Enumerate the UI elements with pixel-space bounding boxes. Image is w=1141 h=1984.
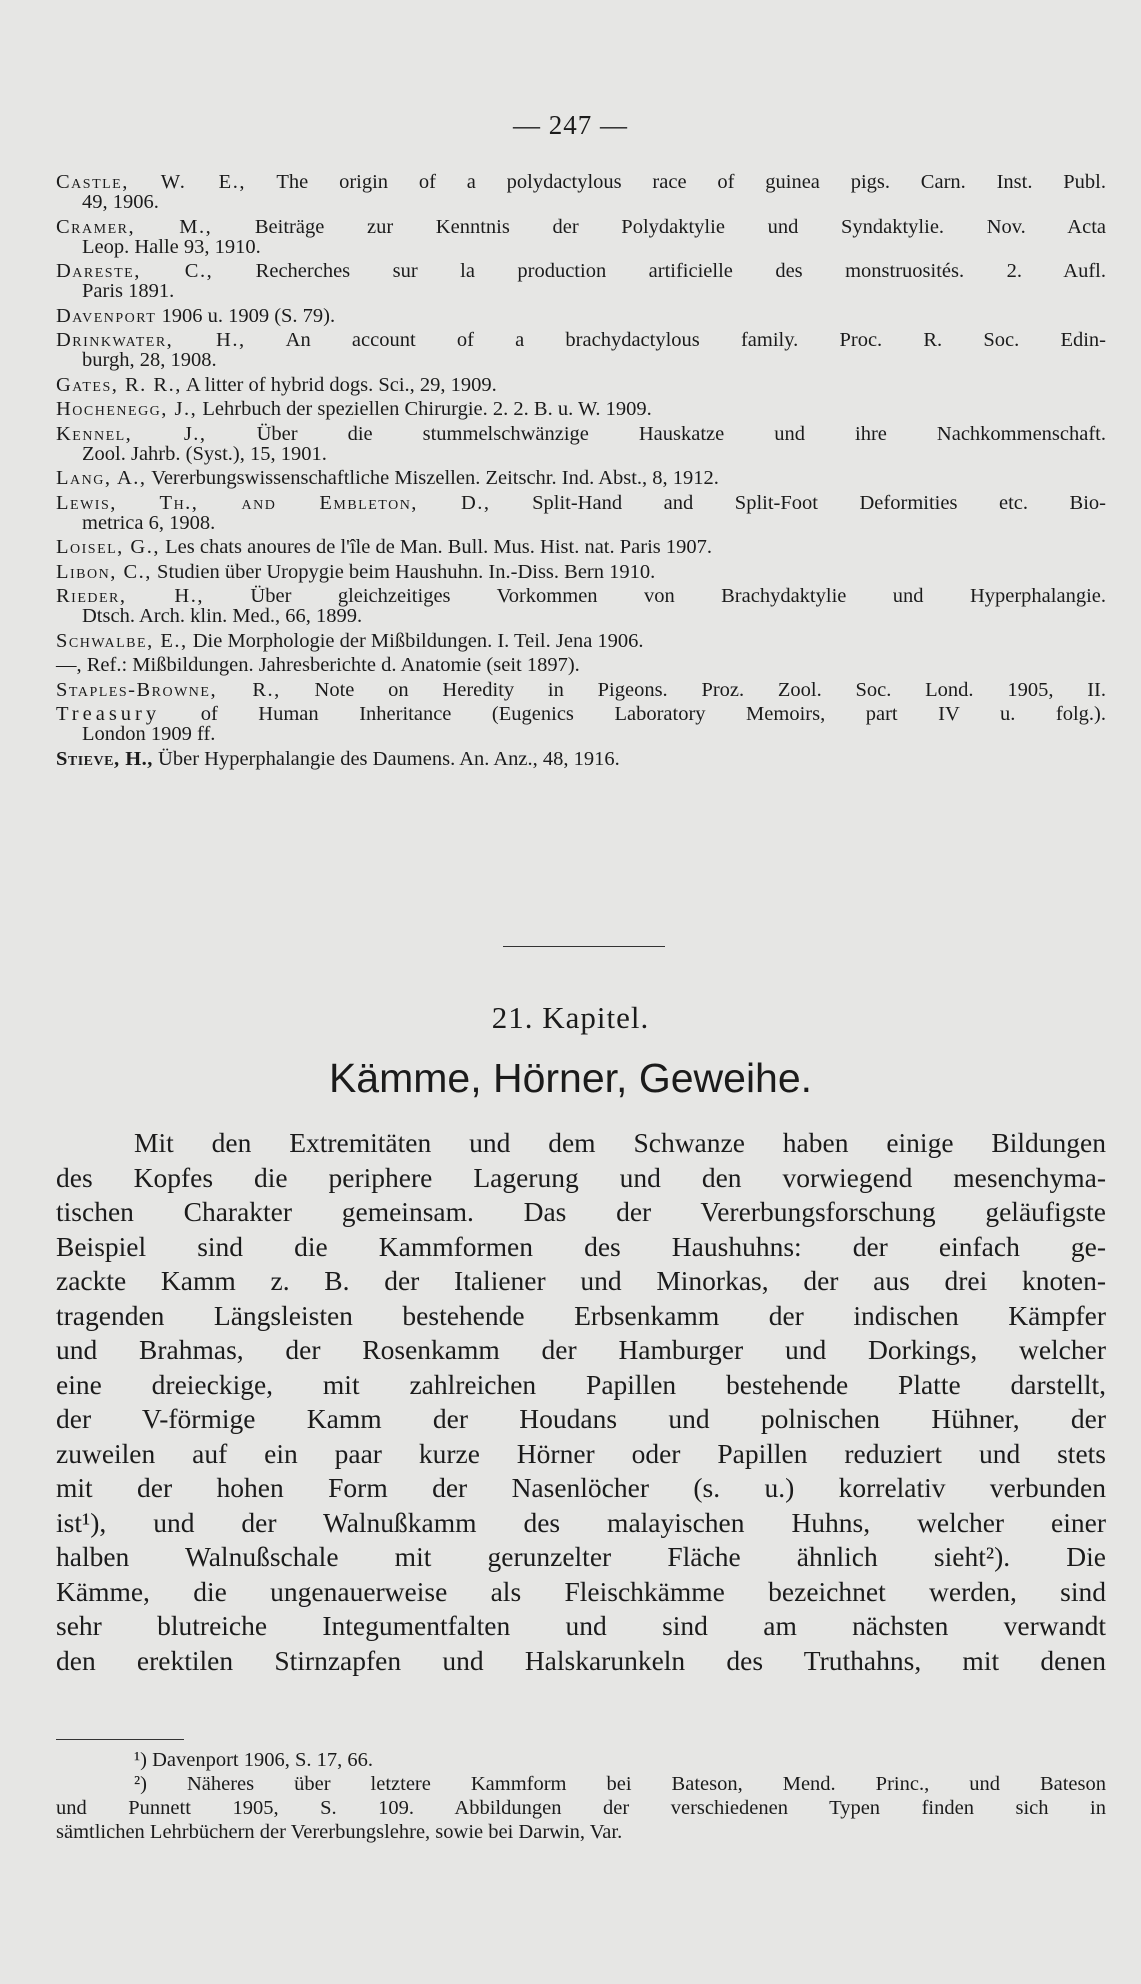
reference-entry — [56, 704, 1106, 744]
reference-entry — [56, 493, 1106, 533]
reference-text: The origin of a polydactylous race of guinea pigs. Carn. Inst. Publ. — [276, 171, 1106, 193]
reference-author: Davenport — [56, 304, 157, 327]
reference-list — [56, 172, 1106, 773]
text-line: zackte Kamm z. B. der Italiener und Minorkas, der aus drei knoten- — [56, 1265, 1106, 1296]
chapter-number: 21. Kapitel. — [491, 1000, 650, 1035]
reference-author: Stieve, H., — [56, 747, 153, 770]
reference-author: Hochenegg, J., — [56, 398, 198, 420]
text-line: den erektilen Stirnzapfen und Halskarunkeln des Truthahns, mit denen — [56, 1644, 1106, 1676]
reference-author: Treasury — [56, 703, 161, 725]
reference-author: Drinkwater, H., — [56, 329, 246, 351]
reference-author: Gates, R. R., — [56, 373, 182, 396]
reference-author: Cramer, M., — [56, 215, 213, 238]
reference-author: Libon, C., — [56, 560, 152, 583]
footnote-line: und Punnett 1905, S. 109. Abbildungen der verschiedenen Typen finden sich in — [56, 1797, 1106, 1819]
reference-text: Die Morphologie der Mißbildungen. I. Teil. Jena 1906. — [192, 629, 644, 652]
body-paragraph — [56, 1126, 1106, 1678]
reference-continuation: Dtsch. Arch. klin. Med., 66, 1899. — [82, 605, 363, 627]
text-line: und Brahmas, der Rosenkamm der Hamburger und Dorkings, welcher — [56, 1334, 1106, 1365]
reference-text: of Human Inheritance (Eugenics Laboratory Memoirs, part IV u. folg.). — [200, 703, 1106, 725]
reference-text: 1906 u. 1909 (S. 79). — [161, 304, 336, 327]
footnote-line: ¹) Davenport 1906, S. 17, 66. — [134, 1749, 374, 1771]
text-line: des Kopfes die periphere Lagerung und den vorwiegend mesenchyma- — [56, 1161, 1106, 1193]
reference-continuation: metrica 6, 1908. — [82, 511, 216, 534]
reference-entry — [56, 749, 1106, 769]
reference-entry — [56, 562, 1106, 582]
reference-text: Über gleichzeitiges Vorkommen von Brachydaktylie und Hyperphalangie. — [250, 585, 1106, 607]
reference-author: Loisel, G., — [56, 536, 160, 558]
reference-author: Staples-Browne, R., — [56, 678, 281, 701]
text-line: tragenden Längsleisten bestehende Erbsenkamm der indischen Kämpfer — [56, 1299, 1106, 1331]
reference-text: Recherches sur la production artificielle des monstruosités. 2. Aufl. — [255, 260, 1106, 282]
footnote-line: sämtlichen Lehrbüchern der Vererbungslehre, sowie bei Darwin, Var. — [56, 1821, 623, 1843]
footnote-line: ²) Näheres über letztere Kammform bei Bateson, Mend. Princ., und Bateson — [134, 1773, 1106, 1795]
reference-text: Über die stummelschwänzige Hauskatze und ihre Nachkommenschaft. — [256, 422, 1106, 445]
reference-entry — [56, 537, 1106, 557]
reference-text: Note on Heredity in Pigeons. Proz. Zool. Soc. Lond. 1905, II. — [314, 678, 1106, 701]
reference-text: Beiträge zur Kenntnis der Polydaktylie und Syndaktylie. Nov. Acta — [254, 215, 1107, 238]
reference-continuation: Leop. Halle 93, 1910. — [82, 235, 261, 258]
reference-author: Schwalbe, E., — [56, 629, 188, 652]
reference-entry — [56, 172, 1106, 212]
text-line: halben Walnußschale mit gerunzelter Fläche ähnlich sieht²). Die — [56, 1541, 1106, 1572]
text-line: Kämme, die ungenauerweise als Fleischkämme bezeichnet werden, sind — [56, 1575, 1106, 1607]
chapter-title: Kämme, Hörner, Geweihe. — [328, 1055, 813, 1101]
text-line: tischen Charakter gemeinsam. Das der Vererbungsforschung geläufigste — [56, 1196, 1106, 1227]
reference-text: A litter of hybrid dogs. Sci., 29, 1909. — [185, 373, 497, 396]
reference-entry — [56, 468, 1106, 488]
text-line: Mit den Extremitäten und dem Schwanze haben einige Bildungen — [134, 1127, 1106, 1158]
reference-author: Castle, W. E., — [56, 171, 246, 193]
reference-continuation: 49, 1906. — [82, 191, 159, 213]
reference-text: Vererbungswissenschaftliche Miszellen. Zeitschr. Ind. Abst., 8, 1912. — [151, 467, 719, 489]
text-line: mit der hohen Form der Nasenlöcher (s. u.) korrelativ verbunden — [56, 1472, 1106, 1503]
text-line: ist¹), und der Walnußkamm des malayischen Huhns, welcher einer — [56, 1506, 1106, 1538]
reference-continuation: burgh, 28, 1908. — [82, 349, 217, 371]
reference-entry — [56, 375, 1106, 395]
reference-entry — [56, 306, 1106, 326]
reference-entry — [56, 217, 1106, 257]
section-divider — [503, 946, 665, 947]
reference-entry — [56, 655, 1106, 675]
reference-entry — [56, 330, 1106, 370]
reference-entry — [56, 399, 1106, 419]
reference-entry — [56, 261, 1106, 301]
reference-entry — [56, 680, 1106, 700]
reference-author: Lewis, Th., and Embleton, D., — [56, 491, 491, 514]
reference-text: Lehrbuch der speziellen Chirurgie. 2. 2. B. u. W. 1909. — [202, 398, 652, 420]
reference-continuation: London 1909 ff. — [82, 723, 216, 745]
reference-entry — [56, 424, 1106, 464]
reference-continuation: Zool. Jahrb. (Syst.), 15, 1901. — [82, 442, 327, 465]
reference-text: An account of a brachydactylous family. Proc. R. Soc. Edin- — [285, 329, 1106, 351]
reference-entry — [56, 631, 1106, 651]
text-line: sehr blutreiche Integumentfalten und sind am nächsten verwandt — [56, 1610, 1106, 1641]
reference-text: Studien über Uropygie beim Haushuhn. In.-Diss. Bern 1910. — [157, 560, 656, 583]
text-line: eine dreieckige, mit zahlreichen Papillen bestehende Platte darstellt, — [56, 1368, 1106, 1400]
reference-text: Split-Hand and Split-Foot Deformities etc. Bio- — [532, 491, 1106, 514]
reference-author: Dareste, C., — [56, 260, 214, 282]
reference-author: Rieder, H., — [56, 585, 204, 607]
reference-author: Lang, A., — [56, 467, 147, 489]
reference-entry — [56, 586, 1106, 626]
reference-text: Les chats anoures de l'île de Man. Bull. Mus. Hist. nat. Paris 1907. — [165, 536, 712, 558]
text-line: zuweilen auf ein paar kurze Hörner oder Papillen reduziert und stets — [56, 1437, 1106, 1469]
footnote-divider — [56, 1739, 184, 1740]
text-line: Beispiel sind die Kammformen des Haushuhns: der einfach ge- — [56, 1230, 1106, 1262]
footnotes — [56, 1748, 1106, 1844]
page-number: — 247 — — [513, 110, 628, 140]
reference-continuation: Paris 1891. — [82, 280, 175, 302]
reference-text: Über Hyperphalangie des Daumens. An. Anz., 48, 1916. — [158, 747, 620, 770]
reference-text: Ref.: Mißbildungen. Jahresberichte d. Anatomie (seit 1897). — [86, 654, 580, 676]
reference-author: Kennel, J., — [56, 422, 207, 445]
reference-author: —, — [56, 654, 82, 676]
text-line: der V-förmige Kamm der Houdans und polnischen Hühner, der — [56, 1403, 1106, 1434]
